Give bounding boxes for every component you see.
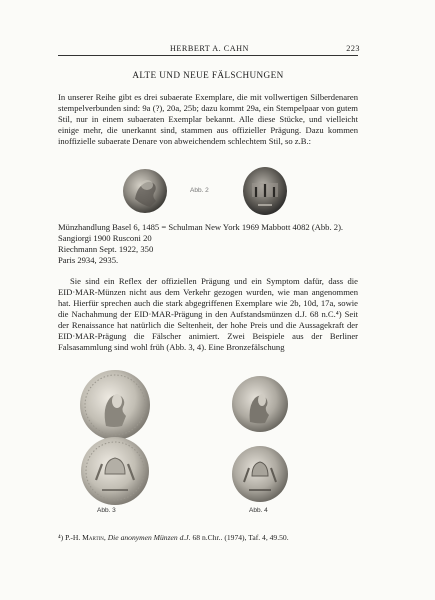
footnote-separator: , (103, 533, 108, 542)
coin-obverse-fig3 (80, 370, 150, 440)
coin-reverse-fig2 (243, 167, 287, 215)
provenance-item: Münzhandlung Basel 6, 1485 = Schulman New York 1969 Mabbott 4082 (Abb. 2). (58, 222, 344, 232)
provenance-item: Riechmann Sept. 1922, 350 (58, 244, 154, 254)
header-rule (58, 55, 358, 56)
paragraph-3: Sie sind ein Reflex der offiziellen Prägung und ein Symptom dafür, dass die EID·MAR-Münzen nicht aus dem Verkehr gezogen wurden, wie man angenommen hat. Hierfür sprechen auch die stark abgegriffenen Exemplare wie 2b, 10d, 17a, sowie die Nachahmung der EID·MAR-Prägung in den Aufstandsmünzen d.J. 68 n.C.⁴) Seit der Renaissance hat natürlich die Seltenheit, der hohe Preis und die Aussagekraft der EID·MAR-Prägung die Fälscher animiert. Zwei Beispiele aus der Berliner Falsasammlung sind wohl früh (Abb. 3, 4). Eine Bronzefälschung (58, 276, 358, 352)
provenance-list (58, 222, 358, 266)
figure-2-label: Abb. 2 (190, 187, 209, 194)
running-head-author: HERBERT A. CAHN (170, 44, 249, 53)
provenance-item: Paris 2934, 2935. (58, 255, 119, 265)
footnote (58, 533, 358, 543)
figure-3-label: Abb. 3 (97, 507, 116, 514)
footnote-title: Die anonymen Münzen d.J. (107, 533, 191, 542)
coin-obverse-fig2 (123, 169, 167, 213)
section-title: ALTE UND NEUE FÄLSCHUNGEN (132, 70, 284, 80)
coin-reverse-fig3 (81, 437, 149, 505)
footnote-author: Martin (82, 533, 104, 542)
paragraph-1: In unserer Reihe gibt es drei subaerate Exemplare, die mit vollwertigen Silberdenaren stempelverbunden sind: 9a (?), 20a, 25b; dazu kommt 29a, ein Stempelpaar von gutem Stil, nur in einem subaeraten Exemplar bekannt. Alle diese Stücke, und vielleicht einige mehr, die unerkannt sind, stammen aus offizieller Prägung. Dazu kommen inoffizielle subaerate Denare von abweichendem schlechtem Stil, so z.B.: (58, 92, 358, 146)
footnote-details: 68 n.Chr.. (1974), Taf. 4, 49.50. (190, 533, 289, 542)
coin-reverse-fig4 (232, 446, 288, 502)
provenance-item: Sangiorgi 1900 Rusconi 20 (58, 233, 152, 243)
coin-obverse-fig4 (232, 376, 288, 432)
footnote-marker: ⁴) P.-H. (58, 533, 83, 542)
figure-4-label: Abb. 4 (249, 507, 268, 514)
figures-3-4-coins (72, 368, 332, 508)
page-number: 223 (346, 44, 360, 53)
